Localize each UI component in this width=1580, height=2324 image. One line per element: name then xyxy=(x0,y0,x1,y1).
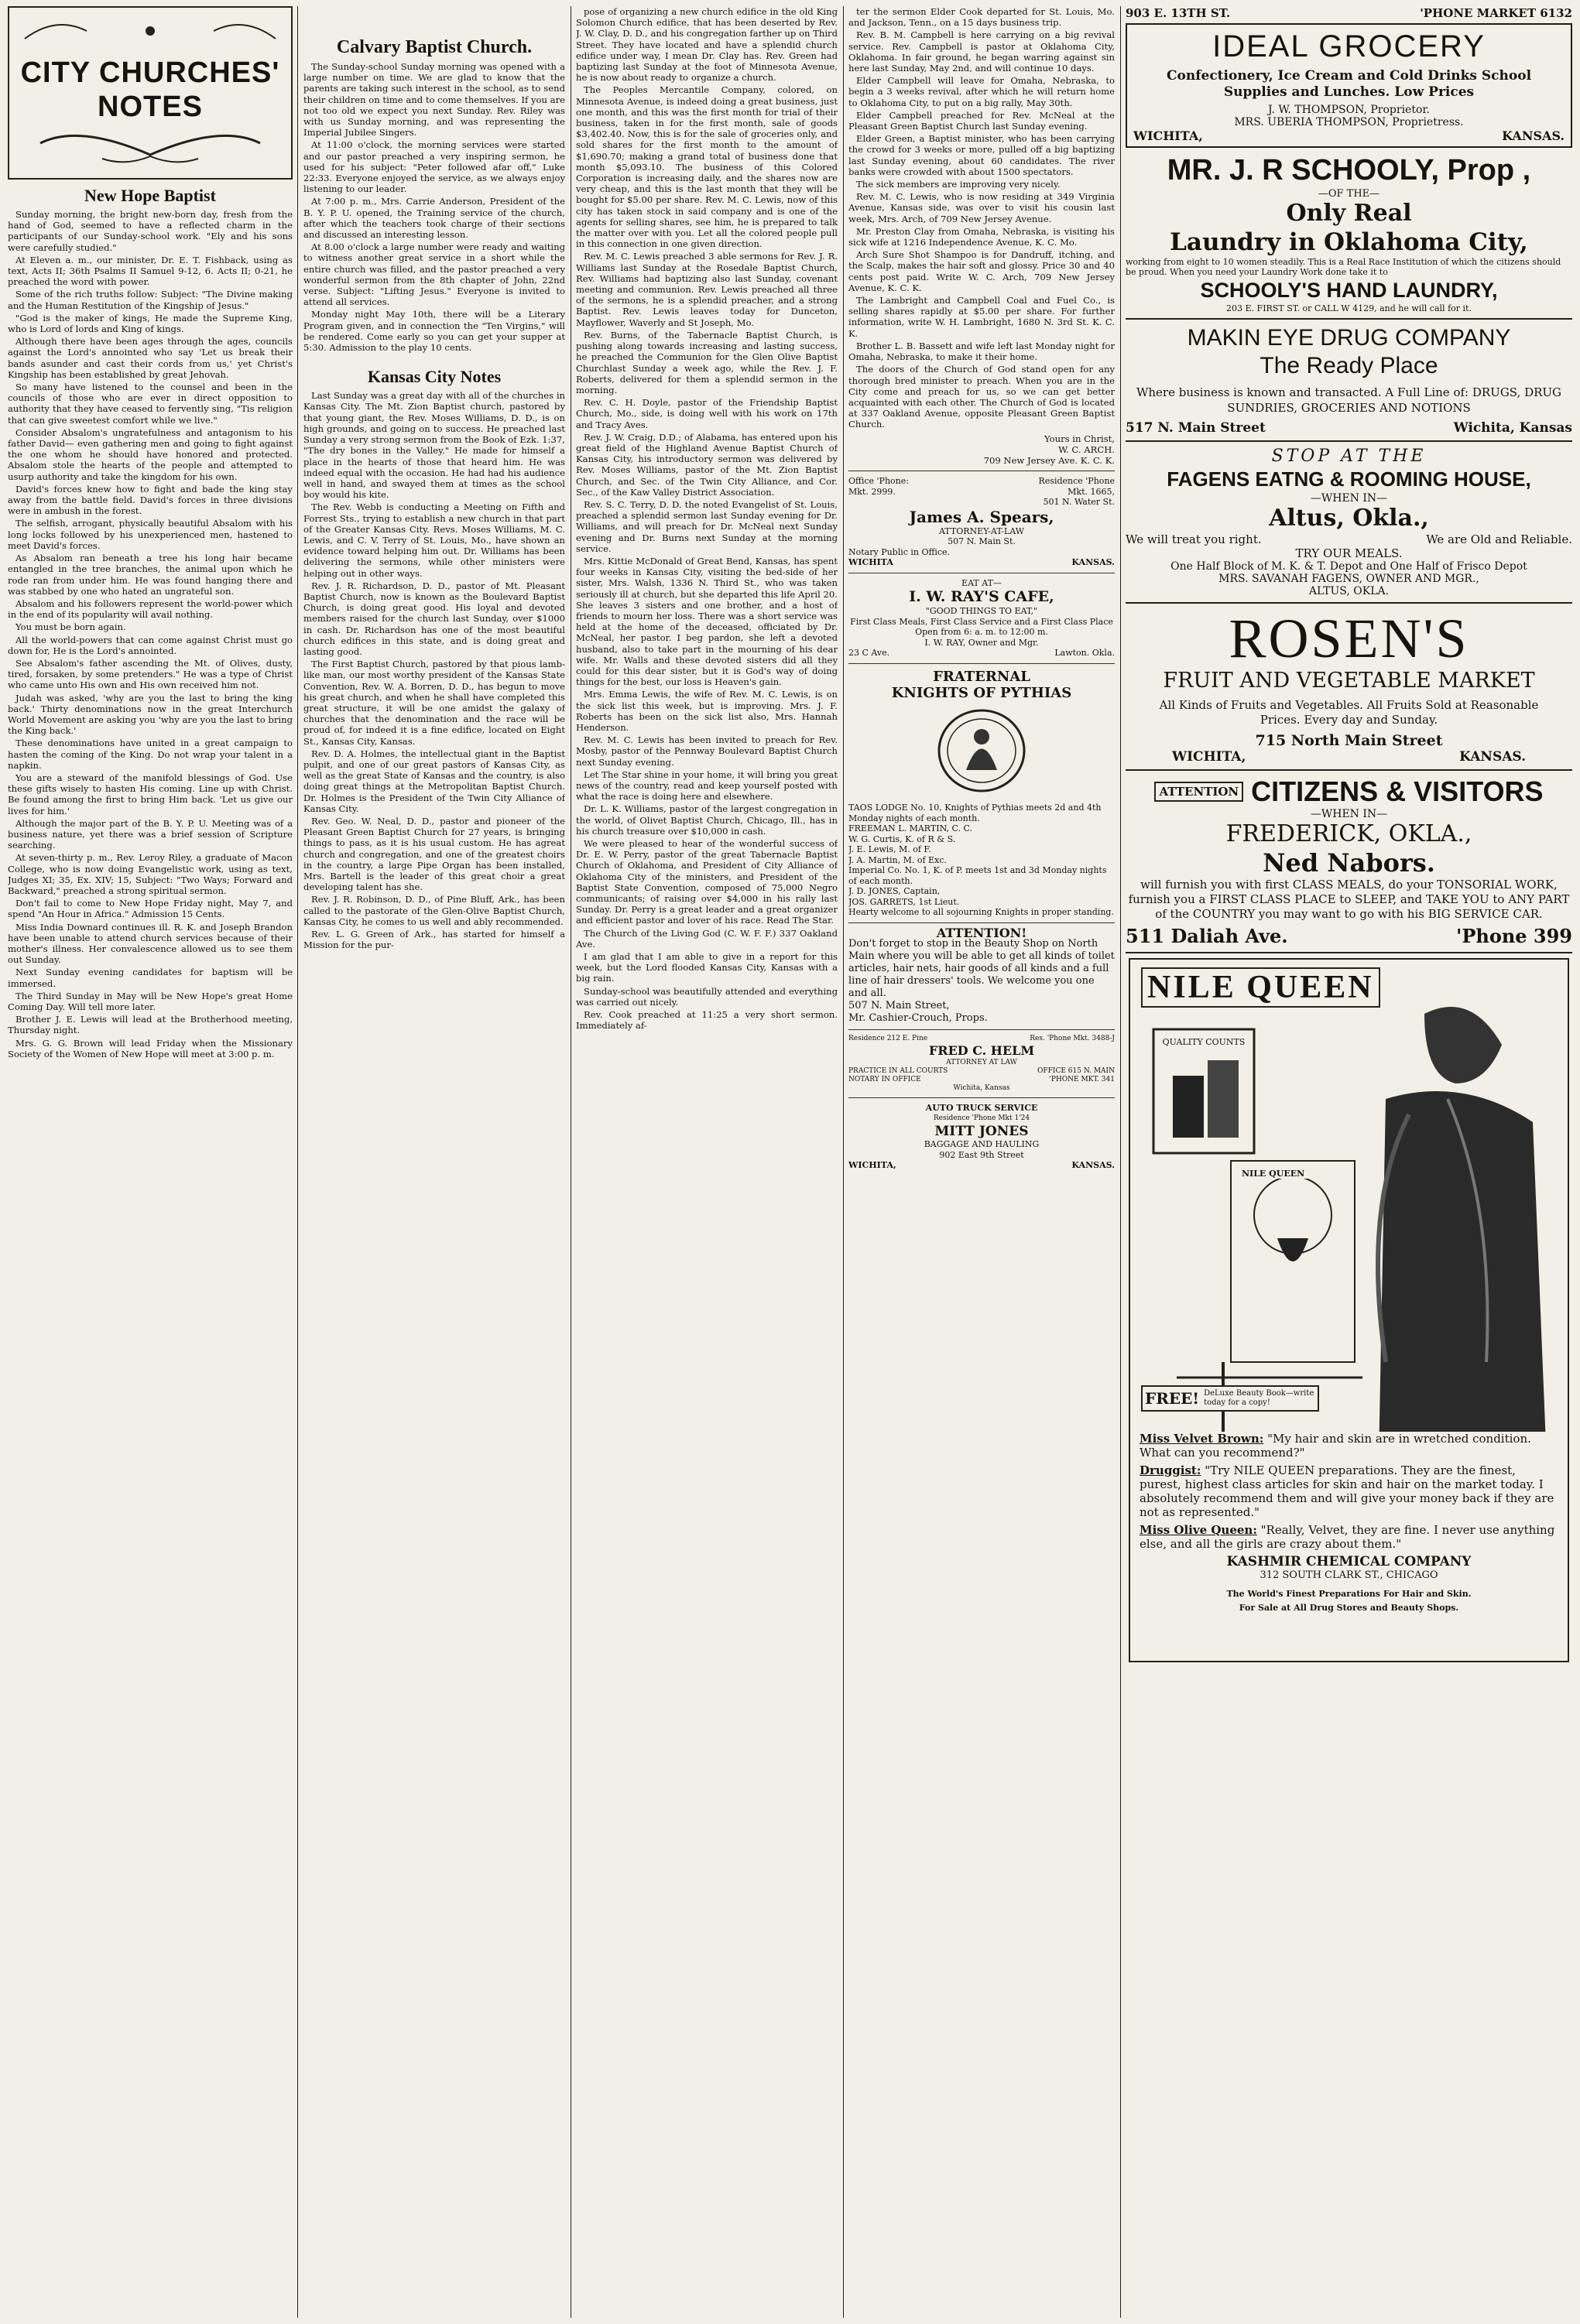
paragraph: Monday night May 10th, there will be a Literary Program given, and in connection the "Ten Virgins," will be rendered. Come early so you can get your supper at 5:30. Admission to the play 10 cents. xyxy=(303,309,565,354)
makin-text: Where business is known and transacted. A Full Line of: DRUGS, DRUG SUNDRIES, GROCERIES AND NOTIONS xyxy=(1136,385,1562,415)
fagens-owner: MRS. SAVANAH FAGENS, OWNER AND MGR., xyxy=(1218,573,1479,585)
paragraph: Although there have been ages through the ages, councils against the Lord's annointed who say 'Let us break their bands asunder and cast their cords from us,' yet Christ's Kingship has been established by great Jehovah. xyxy=(8,336,293,380)
schooly-only: Only Real xyxy=(1286,200,1412,227)
fagens-old: We are Old and Reliable. xyxy=(1426,532,1572,546)
nile-footer-1: The World's Finest Preparations For Hair and Skin. xyxy=(1226,1589,1472,1599)
helm-state: Kansas xyxy=(984,1084,1010,1093)
helm-office: OFFICE 615 N. MAIN 'PHONE MKT. 341 xyxy=(1037,1067,1115,1084)
booklet-offer: DeLuxe Beauty Book—write today for a copy! xyxy=(1204,1389,1314,1407)
citizens-phone: 'Phone 399 xyxy=(1455,925,1572,947)
paragraph: These denominations have united in a great campaign to hasten the coming of the King. Do not wrap your talent in a napkin. xyxy=(8,738,293,771)
paragraph: Elder Green, a Baptist minister, who has been carrying the crowd for 3 weeks or more, pulled off a big baptizing last Sunday evening, about 60 candidates. The river banks were crowded with about 1500 spectators. xyxy=(848,133,1115,177)
paragraph: Rev. Cook preached at 11:25 a very short sermon. Immediately af- xyxy=(576,1009,838,1032)
article-body xyxy=(303,61,565,353)
article-body xyxy=(8,209,293,1059)
rosens-subtitle: FRUIT AND VEGETABLE MARKET xyxy=(1163,669,1535,693)
paragraph: Consider Absalom's ungratefulness and antagonism to his father David— even gathering men and going to fight against the one whom he should have honored and protected. Absalom stole the hearts of the people and attempted to usurp authority and take the kingdom for his own. xyxy=(8,426,293,482)
spears-city: WICHITA xyxy=(848,557,893,568)
helm-res-phone: Res. 'Phone Mkt. 3488-J xyxy=(1030,1035,1115,1043)
paragraph: Rev. M. C. Lewis has been invited to preach for Rev. Mosby, pastor of the Pennway Boulevard Baptist Church next Sunday evening. xyxy=(576,734,838,768)
cafe-slogan: "GOOD THINGS TO EAT," xyxy=(925,606,1038,617)
paragraph: See Absalom's father ascending the Mt. of Olives, dusty, tired, forsaken, by some pretenders." He was a type of Christ who came unto His own and His own received him not. xyxy=(8,657,293,691)
paragraph: The doors of the Church of God stand open for any thorough bred minister to preach. When you are in the City come and preach for us, so we can get better acquainted with each other. The Church of God is located at 337 Oakland Avenue, opposite Pleasant Green Baptist Church. xyxy=(848,364,1115,430)
paragraph: Rev. C. H. Doyle, pastor of the Friendship Baptist Church, Mo., side, is doing well with his work on 17th and Tracy Aves. xyxy=(576,397,838,430)
makin-city: Wichita, Kansas xyxy=(1453,420,1572,436)
paragraph: "God is the maker of kings, He made the Supreme King, who is Lord of lords and King of kings. xyxy=(8,312,293,335)
spears-ad xyxy=(848,476,1115,568)
column-calvary xyxy=(303,6,565,2318)
truck-heading: AUTO TRUCK SERVICE xyxy=(925,1103,1038,1114)
paragraph: Let The Star shine in your home, it will bring you great news of the country, read and keep yourself posted with what the race is doing here and elsewhere. xyxy=(576,768,838,803)
paragraph: I am glad that I am able to give in a report for this week, but the Lord flooded Kansas City, Kansas with a big rain. xyxy=(576,951,838,984)
truck-ad xyxy=(848,1103,1115,1171)
paragraph: The Lambright and Campbell Coal and Fuel Co., is selling shares rapidly at $5.00 per share. For further information, write W. H. Lambright, 1680 N. 3rd St. K. C. K. xyxy=(848,295,1115,339)
makin-tag: The Ready Place xyxy=(1260,353,1438,378)
spears-notary: Notary Public in Office. xyxy=(848,546,951,557)
ideal-proprietor: J. W. THOMPSON, Proprietor. xyxy=(1268,104,1430,116)
helm-title: ATTORNEY AT LAW xyxy=(946,1059,1017,1067)
paragraph: So many have listened to the counsel and been in the councils of those who are ever in direct opposition to authority that they have ceased to fervently sing, "Tis religion that can give sweetest comfort while we live." xyxy=(8,382,293,426)
ideal-name: IDEAL GROCERY xyxy=(1212,29,1486,63)
free-booklet-badge xyxy=(1141,1385,1319,1412)
citizens-text: will furnish you with first CLASS MEALS, do your TONSORIAL WORK, furnish you a FIRST CLASS PLACE to SLEEP, and TAKE YOU to ANY PART of the COUNTRY you may want to go with his BIG SERVICE CAR. xyxy=(1128,878,1570,921)
citizens-title: CITIZENS & VISITORS xyxy=(1251,775,1544,807)
speaker-velvet: Miss Velvet Brown: xyxy=(1140,1432,1264,1446)
quote-velvet: "My hair and skin are in wretched condition. What can you recommend?" xyxy=(1140,1432,1531,1460)
section-heading: Kansas City Notes xyxy=(367,367,502,387)
truck-state: KANSAS. xyxy=(1071,1160,1115,1171)
signoff: Yours in Christ, W. C. ARCH. 709 New Jersey Ave. K. C. K. xyxy=(983,433,1115,466)
paragraph: Elder Campbell preached for Rev. McNeal at the Pleasant Green Baptist Church last Sunday evening. xyxy=(848,109,1115,132)
helm-name: FRED C. HELM xyxy=(928,1043,1035,1059)
spears-title: ATTORNEY-AT-LAW xyxy=(938,525,1025,536)
schooly-laundry-ad xyxy=(1126,152,1572,320)
paragraph: The Rev. Webb is conducting a Meeting on Fifth and Forrest Sts., trying to establish a new church in that part of the Greater Kansas City. Revs. Moses Williams, M. C. Lewis, and C. V. Terry of St. Louis, Mo., have shown an evidence toward helping him out. Dr. Williams has been delivering the sermons, while other ministers were helping out in other ways. xyxy=(303,501,565,579)
helm-practice: PRACTICE IN ALL COURTS NOTARY IN OFFICE xyxy=(848,1067,948,1084)
paragraph: You are a steward of the manifold blessings of God. Use these gifts wisely to hasten His coming. Line up with Christ. Be found among the first to bring Him back. 'Let us give our lives for him.' xyxy=(8,772,293,816)
section-heading: Calvary Baptist Church. xyxy=(336,37,533,57)
paragraph: Mrs. Emma Lewis, the wife of Rev. M. C. Lewis, is on the sick list this week, but is improving. Mrs. J. F. Roberts has been on the sick list also, Mrs. Hannah Henderson. xyxy=(576,689,838,733)
ideal-address: 903 E. 13TH ST. xyxy=(1126,6,1231,20)
ideal-grocery-ad xyxy=(1126,6,1572,148)
fagens-location: One Half Block of M. K. & T. Depot and One Half of Frisco Depot xyxy=(1170,560,1527,573)
paragraph: Mr. Preston Clay from Omaha, Nebraska, is visiting his sick wife at 1216 Independence Avenue, K. C. Mo. xyxy=(848,225,1115,248)
helm-residence: Residence 212 E. Pine xyxy=(848,1035,928,1043)
paragraph: All the world-powers that can come against Christ must go down for, He is the Lord's annointed. xyxy=(8,634,293,656)
fagens-treat: We will treat you right. xyxy=(1126,532,1262,546)
fagens-city: Altus, Okla., xyxy=(1269,505,1429,532)
article-body xyxy=(848,6,1115,430)
residence-phone: Residence 'Phone Mkt. 1665, 501 N. Water St. xyxy=(1038,476,1115,508)
ideal-offer: Confectionery, Ice Cream and Cold Drinks School Supplies and Lunches. Low Prices xyxy=(1166,68,1532,100)
free-label: FREE! xyxy=(1145,1389,1200,1408)
citizens-attention: ATTENTION xyxy=(1154,782,1243,802)
paragraph: The Sunday-school Sunday morning was opened with a large number on time. We are glad to know that the parents are taking such interest in the school, as to send their children on time and to come themselves. If you are not too old we expect you next Sunday. Rev. Riley was with us Sunday morning, and was representing the Imperial Jubilee Singers. xyxy=(303,61,565,139)
rosens-text: All Kinds of Fruits and Vegetables. All Fruits Sold at Reasonable Prices. Every day and Sunday. xyxy=(1159,698,1539,727)
jar-label-nile: NILE QUEEN xyxy=(1239,1169,1308,1179)
paragraph: Mrs. Kittie McDonald of Great Bend, Kansas, has spent four weeks in Kansas City, visiting the bed-side of her sister, Mrs. Walsh, 1336 N. Third St., who was taken seriously ill at church, but she departed this life April 20. She leaves 3 sisters and one brother, and a host of friends to mourn her loss. There was a short service was held at the home of the deceased, officiated by Dr. McNeal, her pastor. I beg pardon, she left a devoted husband, also to take part in the mourning of his dear wife. Mr. Walls and these devoted sisters did all they could for this dear sister, but it is God's way of doing things for the best, our loss is Heaven's gain. xyxy=(576,555,838,688)
paragraph: Judah was asked, 'why are you the last to bring the king back.' Thirty denominations now in the great Interchurch World Movement are asking you 'why are you the last to bring the King back.' xyxy=(8,692,293,737)
column-new-hope xyxy=(8,6,293,2318)
paragraph: Brother L. B. Bassett and wife left last Monday night for Omaha, Nebraska, to make it their home. xyxy=(848,340,1115,363)
rosens-name: ROSEN'S xyxy=(1229,608,1469,669)
dialogue-line xyxy=(1140,1432,1558,1460)
paragraph: pose of organizing a new church edifice in the old King Solomon Church edifice, that has been deserted by Rev. J. W. Clay, D. D., and his congregation farther up on Third Street. They have located and have a splendid church edifice under way, I mean Dr. Clay has. Rev. Green had baptizing last Sunday at the foot of Minnesota Avenue, he is now about ready to organize a church. xyxy=(576,6,838,84)
ideal-city: WICHITA, xyxy=(1133,128,1203,143)
makin-name: MAKIN EYE DRUG COMPANY xyxy=(1187,325,1511,351)
spears-address: 507 N. Main St. xyxy=(948,536,1016,547)
office-phone: Office 'Phone: Mkt. 2999. xyxy=(848,476,909,497)
column-ads xyxy=(1126,6,1572,2318)
rosens-city: WICHITA, xyxy=(1172,749,1246,765)
paragraph: The Peoples Mercantile Company, colored, on Minnesota Avenue, is indeed doing a great business, just one month, and this was the first month for trial of their business, taken in for the first month, sale of goods $3,402.40. Now, this is for the sale of groceries only, and sold shares for the first month to the amount of $1,690.70; making a grand total of business done that month $5,093.10. The business of this Colored Corporation is increasing daily, and the shares now are very cheap, and this is the last month that they will be bought for $5.00 per share. Rev. M. C. Lewis, now of this city has taken stock in said company and is one of the agents for selling shares, see him, he is prepared to talk the matter over with you. Let all the colored people pull in this connection in one given direction. xyxy=(576,84,838,250)
paragraph: Although the major part of the B. Y. P. U. Meeting was of a business nature, yet there was a brief session of Scripture searching. xyxy=(8,817,293,851)
cafe-city: Lawton. Okla. xyxy=(1054,648,1115,659)
cafe-eat-at: EAT AT— xyxy=(961,577,1002,588)
nile-footer-2: For Sale at All Drug Stores and Beauty Shops. xyxy=(1239,1603,1459,1613)
paragraph: At seven-thirty p. m., Rev. Leroy Riley, a graduate of Macon College, who is now doing Evangelistic work, using as text, Judges XI; 35, Ex. XIV; 15, Subject: "Two Ways; Forward and Backward," preached a strong spiritual sermon. xyxy=(8,852,293,896)
paragraph: Rev. J. R. Robinson, D. D., of Pine Bluff, Ark., has been called to the pastorate of the Glen-Olive Baptist Church, Kansas City, he comes to us well and ably recommended. xyxy=(303,894,565,927)
nile-dialogue xyxy=(1140,1432,1558,1615)
paragraph: At 11:00 o'clock, the morning services were started and our pastor preached a very inspiring sermon, he used for his subject: "Peter followed afar off," Luke 22:33. Everyone enjoyed the service, as we always enjoy listening to our leader. xyxy=(303,139,565,195)
truck-city: WICHITA, xyxy=(848,1160,896,1171)
nile-queen-brand: NILE QUEEN xyxy=(1141,967,1380,1008)
paragraph: Rev. L. G. Green of Ark., has started for himself a Mission for the pur- xyxy=(303,929,565,951)
paragraph: At 8.00 o'clock a large number were ready and waiting to witness another great service in a short while the entire church was filled, and the pastor preached a very wonderful sermon from the 8th chapter of John, 22nd verse. Subject: "Lifting Jesus." Everyone is invited to attend all services. xyxy=(303,241,565,308)
spears-state: KANSAS. xyxy=(1071,557,1115,568)
helm-ad xyxy=(848,1035,1115,1093)
fagens-try: TRY OUR MEALS. xyxy=(1295,546,1403,560)
masthead-title: CITY CHURCHES' NOTES xyxy=(20,56,280,123)
cafe-text: First Class Meals, First Class Service and a First Class Place Open from 6: a. m. to 12:00 m. I. W. RAY, Owner and Mgr. xyxy=(850,616,1113,648)
paragraph: We were pleased to hear of the wonderful success of Dr. E. W. Perry, pastor of the great Tabernacle Baptist Church of Oklahoma, and President of City Alliance of Oklahoma City of the ministers, and President of the Baptist State Convention, composed of 75,000 Negro communicants; of raising over $4,000 in his rally last Sunday. Dr. Perry is a great leader and a great organizer and efficient pastor and lover of his race. Read The Star. xyxy=(576,838,838,926)
paragraph: The sick members are improving very nicely. xyxy=(856,179,1061,190)
rosens-ad xyxy=(1126,608,1572,771)
helm-city: Wichita, xyxy=(953,1084,983,1093)
paragraph: Absalom and his followers represent the world-power which in the end of its popularity will avail nothing. xyxy=(8,597,293,621)
paragraph: Mrs. G. G. Brown will lead Friday when the Missionary Society of the Women of New Hope will meet at 3:00 p. m. xyxy=(8,1037,293,1059)
pythias-heading: FRATERNAL KNIGHTS OF PYTHIAS xyxy=(891,668,1072,701)
ray-cafe-ad xyxy=(848,578,1115,659)
attention-text: Don't forget to stop in the Beauty Shop on North Main where you will be able to get all kinds of toilet articles, hair nets, hair goods of all kinds and a full line of hair dressers' tools. We welcome you one and all. 507 N. Main Street, Mr. Cashier-Crouch, Props. xyxy=(848,938,1115,1025)
paragraph: The Church of the Living God (C. W. F. F.) 337 Oakland Ave. xyxy=(576,927,838,950)
quote-olive: "Really, Velvet, they are fine. I never use anything else, and all the girls are crazy about them." xyxy=(1140,1523,1555,1551)
paragraph: You must be born again. xyxy=(15,621,126,633)
paragraph: Arch Sure Shot Shampoo is for Dandruff, itching, and the Scalp, makes the hair soft and glossy. Price 30 and 40 cents post paid. Write W. C. Arch, 709 New Jersey Avenue, K. C. K. xyxy=(848,249,1115,293)
paragraph: Miss India Downard continues ill. R. K. and Joseph Brandon have been unable to attend church services because of their mother's illness. Her convalescence allowed us to see them out Sunday. xyxy=(8,921,293,966)
section-heading: New Hope Baptist xyxy=(84,186,216,205)
quote-druggist: "Try NILE QUEEN preparations. They are the finest, purest, highest class articles for skin and hair on the market today. I absolutely recommend them and will give your money back if they are not as represented." xyxy=(1140,1463,1554,1519)
nile-company-address: 312 SOUTH CLARK ST., CHICAGO xyxy=(1260,1569,1438,1581)
paragraph: Some of the rich truths follow: Subject: "The Divine making and the Human Restitution of the Kingship of Jesus." xyxy=(8,289,293,311)
ideal-phone: 'PHONE MARKET 6132 xyxy=(1420,6,1572,20)
fagens-stop: STOP AT THE xyxy=(1271,447,1427,466)
paragraph: ter the sermon Elder Cook departed for St. Louis, Mo. and Jackson, Tenn., on a 15 days business trip. xyxy=(848,6,1115,29)
truck-phone: Residence 'Phone Mkt 1'24 xyxy=(933,1114,1030,1122)
spears-name: James A. Spears, xyxy=(909,507,1054,526)
ideal-state: KANSAS. xyxy=(1502,128,1565,143)
citizens-when: —WHEN IN— xyxy=(1310,808,1388,820)
schooly-address: 203 E. FIRST ST. or CALL W 4129, and he will call for it. xyxy=(1226,303,1472,313)
schooly-text: working from eight to 10 women steadily. This is a Real Race Institution of which the citizens should be proud. When you need your Laundry Work done take it to xyxy=(1126,257,1561,277)
paragraph: The First Baptist Church, pastored by that pious lamb-like man, our most worthy president of the Kansas State Convention, Rev. W. A. Borren, D. D., has begun to move his great church, and when he shall have completed this great structure, it will be one amidst the galaxy of churches that the denomination and the race will be proud of, for indeed it is a fine edifice, located on Eight St., Kansas City, Kansas. xyxy=(303,659,565,747)
paragraph: The selfish, arrogant, physically beautiful Absalom with his long locks followed by his unexperienced men, hastened to meet David's forces. xyxy=(8,518,293,551)
nile-company: KASHMIR CHEMICAL COMPANY xyxy=(1226,1554,1472,1569)
paragraph: At 7:00 p. m., Mrs. Carrie Anderson, President of the B. Y. P. U. opened, the Training service of the church, after which the teachers took charge of their sections and discussed an interesting lesson. xyxy=(303,196,565,241)
citizens-name: Ned Nabors. xyxy=(1263,848,1435,878)
citizens-address: 511 Daliah Ave. xyxy=(1126,925,1288,947)
paragraph: Next Sunday evening candidates for baptism will be immersed. xyxy=(8,967,293,989)
paragraph: At Eleven a. m., our minister, Dr. E. T. Fishback, using as text, Acts II; 36th Psalms II Samuel 9-12, 6. Acts II; 0-21, he preached the word with power. xyxy=(8,254,293,288)
fagens-name: FAGENS EATNG & ROOMING HOUSE, xyxy=(1167,467,1531,491)
attention-heading: ATTENTION! xyxy=(936,925,1027,940)
pythias-emblem-icon xyxy=(931,704,1032,797)
column-kc-continued xyxy=(576,6,838,2318)
citizens-visitors-ad xyxy=(1126,775,1572,953)
fagens-owner-city: ALTUS, OKLA. xyxy=(1308,585,1390,597)
paragraph: Sunday-school was beautifully attended and everything was carried out nicely. xyxy=(576,985,838,1008)
paragraph: Rev. Geo. W. Neal, D. D., pastor and pioneer of the Pleasant Green Baptist Church for 27 years, is bringing things to pass, as it is his usual custom. He has agreat church and congregation, and one of the greatest choirs in the country, a large Pipe Organ has been installed, Mrs. Bartell is the leader of this great choir a great developing talent has she. xyxy=(303,816,565,893)
cafe-name: I. W. RAY'S CAFE, xyxy=(909,588,1054,606)
paragraph: Last Sunday was a great day with all of the churches in Kansas City. The Mt. Zion Baptist church, pastored by that young giant, the Rev. Moses Williams, D. D., is on high grounds, and going on to success. He preached last Sunday a very strong sermon from the Book of Ezk. 1:37, "The dry bones in the Valley." He made for himself a place in the hearts of those that heard him. He was indeed equal with the occasion. He had had his audience well in hand, and swayed them at times as the school boy would his kite. xyxy=(303,390,565,501)
pythias-text: TAOS LODGE No. 10, Knights of Pythias meets 2d and 4th Monday nights of each month. FREEMAN L. MARTIN, C. C. W. G. Curtis, K. of R & S. J. E. Lewis, M. of F. J. A. Martin, M. of Exc. Imperial Co. No. 1, K. of P. meets 1st and 3d Monday nights of each month. J. D. JONES, Captain, JOS. GARRETS, 1st Lieut. Hearty welcome to all sojourning Knights in proper standing. xyxy=(848,803,1114,918)
makin-drug-ad xyxy=(1126,324,1572,442)
paragraph: Rev. J. R. Richardson, D. D., pastor of Mt. Pleasant Baptist Church, now is known as the Boulevard Baptist Church, is doing great good. His loyal and devoted members raised for the church last Sunday, over $1000 in cash. Dr. Richardson has one of the most beautiful church edifices in this state, and is doing great and lasting good. xyxy=(303,580,565,657)
article-body xyxy=(576,6,838,1031)
paragraph: The Third Sunday in May will be New Hope's great Home Coming Day. Will tell more later. xyxy=(8,990,293,1013)
paragraph: Elder Campbell will leave for Omaha, Nebraska, to begin a 3 weeks revival, after which he will return home to Oklahoma City, to put on a big rally, May 30th. xyxy=(848,75,1115,108)
paragraph: Rev. B. M. Campbell is here carrying on a big revival service. Rev. Campbell is pastor at Oklahoma City, Oklahoma. In fair ground, he began warring against sin here last Sunday, May 2nd, and will continue 10 days. xyxy=(848,29,1115,74)
paragraph: Brother J. E. Lewis will lead at the Brotherhood meeting, Thursday night. xyxy=(8,1014,293,1036)
schooly-hand: SCHOOLY'S HAND LAUNDRY, xyxy=(1200,279,1498,302)
schooly-of-the: —OF THE— xyxy=(1318,188,1380,200)
dialogue-line xyxy=(1140,1523,1558,1551)
paragraph: Rev. J. W. Craig, D.D.; of Alabama, has entered upon his great field of the Highland Avenue Baptist Church of Kansas City, his introductory sermon was delivered by Rev. Moses Williams, pastor of the Mt. Zion Baptist Church, and Sec. of the Twin City Alliance, and Cor. Sec., of the Kaw Valley District Association. xyxy=(576,431,838,498)
paragraph: Rev. M. C. Lewis preached 3 able sermons for Rev. J. R. Williams last Sunday at the Rosedale Baptist Church, Rev. Williams had baptizing also last Sunday, covenant meeting and communion. Rev. Lewis preached all three of the sermons, he is a splendid preacher, and a strong Baptist. Rev. Lewis leaves today for Dunceton, Mayflower, Waverly and St Joseph, Mo. xyxy=(576,251,838,328)
paragraph: Don't fail to come to New Hope Friday night, May 7, and spend "An Hour in Africa." Admission 15 Cents. xyxy=(8,898,293,920)
paragraph: Rev. S. C. Terry, D. D. the noted Evangelist of St. Louis, preached a splendid sermon last Sunday evening for Dr. Williams, and will preach for Dr. McNeal next Sunday evening and Dr. Burns next Sunday at the morning service. xyxy=(576,498,838,554)
paragraph: Sunday morning, the bright new-born day, fresh from the hand of God, seemed to have a reflected charm in the participants of our Sunday-school work. "Ely and his sons were carefully studied." xyxy=(8,209,293,253)
fagens-when: —WHEN IN— xyxy=(1310,492,1388,505)
cafe-address: 23 C Ave. xyxy=(848,648,890,659)
dialogue-line xyxy=(1140,1463,1558,1519)
truck-name: MITT JONES xyxy=(934,1124,1029,1140)
truck-service: BAGGAGE AND HAULING xyxy=(924,1139,1040,1150)
jar-label-quality: QUALITY COUNTS xyxy=(1162,1037,1246,1047)
beauty-shop-ad xyxy=(848,925,1115,1025)
fagens-ad xyxy=(1126,447,1572,604)
paragraph: Rev. Burns, of the Tabernacle Baptist Church, is pushing along towards increasing and lasting success, he preached the Communion for the Glen Olive Baptist Churchlast Sunday a week ago, while the Rev. J. F. Roberts, delivered for them a splendid sermon in the morning. xyxy=(576,329,838,395)
rosens-state: KANSAS. xyxy=(1459,749,1526,765)
article-body xyxy=(303,390,565,950)
rosens-address: 715 North Main Street xyxy=(1255,732,1443,749)
paragraph: Rev. D. A. Holmes, the intellectual giant in the Baptist pulpit, and one of our great pastors of Kansas City, as well as the great State of Kansas and the country, is also doing great things at the Metropolitan Baptist Church. Dr. Holmes is the President of the Twin City Alliance of Kansas City. xyxy=(303,748,565,814)
speaker-olive: Miss Olive Queen: xyxy=(1140,1523,1257,1537)
paragraph: Dr. L. K. Williams, pastor of the largest congregation in the world, of Olivet Baptist Church, Chicago, Ill., has in his church treasure over $10,000 in cash. xyxy=(576,803,838,837)
ideal-proprietress: MRS. UBERIA THOMPSON, Proprietress. xyxy=(1234,116,1464,128)
citizens-city: FREDERICK, OKLA., xyxy=(1225,820,1472,847)
paragraph: As Absalom ran beneath a tree his long hair became entangled in the tree branches, the animal upon which he rode ran from under him. He was found hanging there and was stabbed by one who hated an ungrateful son. xyxy=(8,553,293,597)
pythias-ad xyxy=(848,669,1115,918)
paragraph: David's forces knew how to fight and bade the king stay away from the battle field. David's forces in three divisions were in ambush in the forest. xyxy=(8,483,293,517)
schooly-laundry: Laundry in Oklahoma City, xyxy=(1170,228,1528,256)
schooly-name: MR. J. R SCHOOLY, Prop , xyxy=(1167,154,1531,187)
nile-queen-ad xyxy=(1129,958,1569,1662)
masthead xyxy=(8,6,293,180)
makin-address: 517 N. Main Street xyxy=(1126,420,1266,436)
speaker-druggist: Druggist: xyxy=(1140,1463,1201,1477)
paragraph: Rev. M. C. Lewis, who is now residing at 349 Virginia Avenue, Kansas side, was over to visit his cousin last week, Mrs. Arch, of 709 New Jersey Avenue. xyxy=(848,191,1115,224)
truck-address: 902 East 9th Street xyxy=(939,1149,1024,1160)
column-church-of-god xyxy=(848,6,1115,2318)
